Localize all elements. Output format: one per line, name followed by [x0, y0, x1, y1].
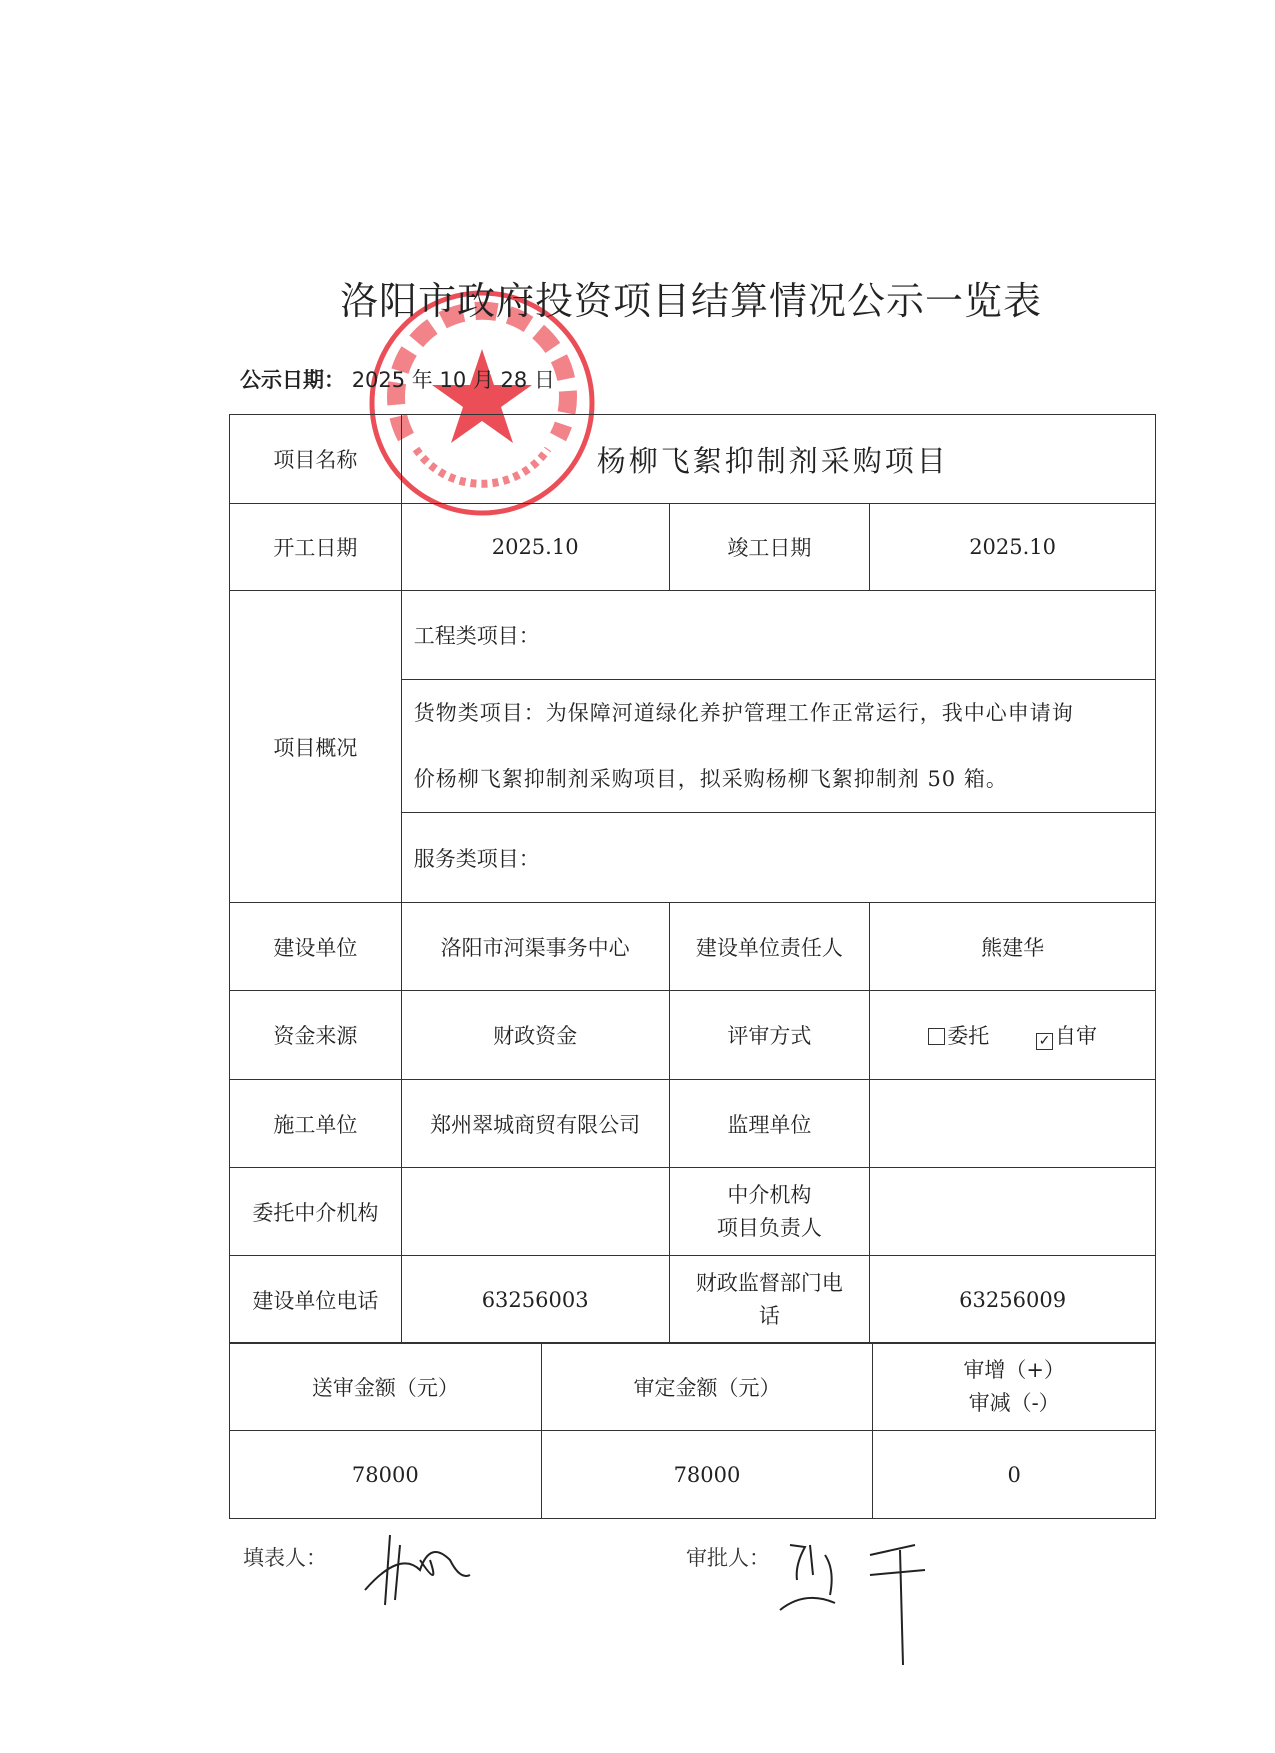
- checked-box-icon: ✓: [1036, 1033, 1053, 1050]
- end-date: 2025.10: [870, 504, 1156, 591]
- review-method: [870, 991, 1156, 1080]
- label-line: 财政监督部门电: [695, 1270, 843, 1295]
- review-label: 评审方式: [669, 991, 870, 1080]
- label-line: 审减（-）: [968, 1390, 1060, 1415]
- approver-label: 审批人：: [686, 1546, 770, 1570]
- service-project: 服务类项目：: [401, 813, 1155, 903]
- goods-project: [401, 680, 1155, 813]
- approved-label: 审定金额（元）: [541, 1343, 873, 1431]
- settlement-table: [229, 414, 1156, 1344]
- filler-signature: [360, 1530, 480, 1610]
- approver-signature: [775, 1535, 935, 1670]
- label-line: 项目负责人: [716, 1215, 822, 1240]
- builder-label: 建设单位: [230, 903, 402, 991]
- goods-line-2: 价杨柳飞絮抑制剂采购项目，拟采购杨柳飞絮抑制剂 50 箱。: [413, 767, 1008, 791]
- builder: 洛阳市河渠事务中心: [401, 903, 669, 991]
- start-date-label: 开工日期: [230, 504, 402, 591]
- diff-amount: 0: [873, 1431, 1156, 1519]
- review-option-entrust: [928, 1024, 989, 1048]
- fund-label: 资金来源: [230, 991, 402, 1080]
- contractor: 郑州翠城商贸有限公司: [401, 1080, 669, 1168]
- submitted-label: 送审金额（元）: [230, 1343, 542, 1431]
- label-line: 中介机构: [727, 1182, 812, 1207]
- amount-table: [229, 1342, 1156, 1519]
- option-label: 委托: [947, 1024, 990, 1048]
- page-title: 洛阳市政府投资项目结算情况公示一览表: [339, 279, 1042, 323]
- agency-person: [870, 1168, 1156, 1256]
- filler-label: 填表人：: [243, 1546, 327, 1570]
- unchecked-box-icon: [928, 1028, 945, 1045]
- start-date: 2025.10: [401, 504, 669, 591]
- review-option-self: [1036, 1024, 1097, 1048]
- engineering-project: 工程类项目：: [401, 591, 1155, 680]
- phone: 63256003: [401, 1256, 669, 1344]
- contractor-label: 施工单位: [230, 1080, 402, 1168]
- finance-phone: 63256009: [870, 1256, 1156, 1344]
- finance-phone-label: [669, 1256, 870, 1344]
- goods-line-1: 货物类项目：为保障河道绿化养护管理工作正常运行，我中心申请询: [413, 701, 1074, 725]
- agency: [401, 1168, 669, 1256]
- label-line: 话: [758, 1303, 780, 1328]
- supervisor: [870, 1080, 1156, 1168]
- approved-amount: 78000: [541, 1431, 873, 1519]
- agency-label: 委托中介机构: [230, 1168, 402, 1256]
- publish-date: [240, 364, 555, 394]
- date-value: 2025 年 10 月 28 日: [351, 368, 555, 392]
- agency-person-label: [669, 1168, 870, 1256]
- end-date-label: 竣工日期: [669, 504, 870, 591]
- builder-person-label: 建设单位责任人: [669, 903, 870, 991]
- label-line: 审增（+）: [963, 1357, 1065, 1382]
- project-name-label: 项目名称: [230, 415, 402, 504]
- fund: 财政资金: [401, 991, 669, 1080]
- phone-label: 建设单位电话: [230, 1256, 402, 1344]
- option-label: 自审: [1054, 1024, 1097, 1048]
- diff-label: [873, 1343, 1156, 1431]
- date-label: 公示日期：: [240, 368, 345, 392]
- project-name: 杨柳飞絮抑制剂采购项目: [401, 415, 1155, 504]
- submitted-amount: 78000: [230, 1431, 542, 1519]
- builder-person: 熊建华: [870, 903, 1156, 991]
- supervisor-label: 监理单位: [669, 1080, 870, 1168]
- overview-label: 项目概况: [230, 591, 402, 903]
